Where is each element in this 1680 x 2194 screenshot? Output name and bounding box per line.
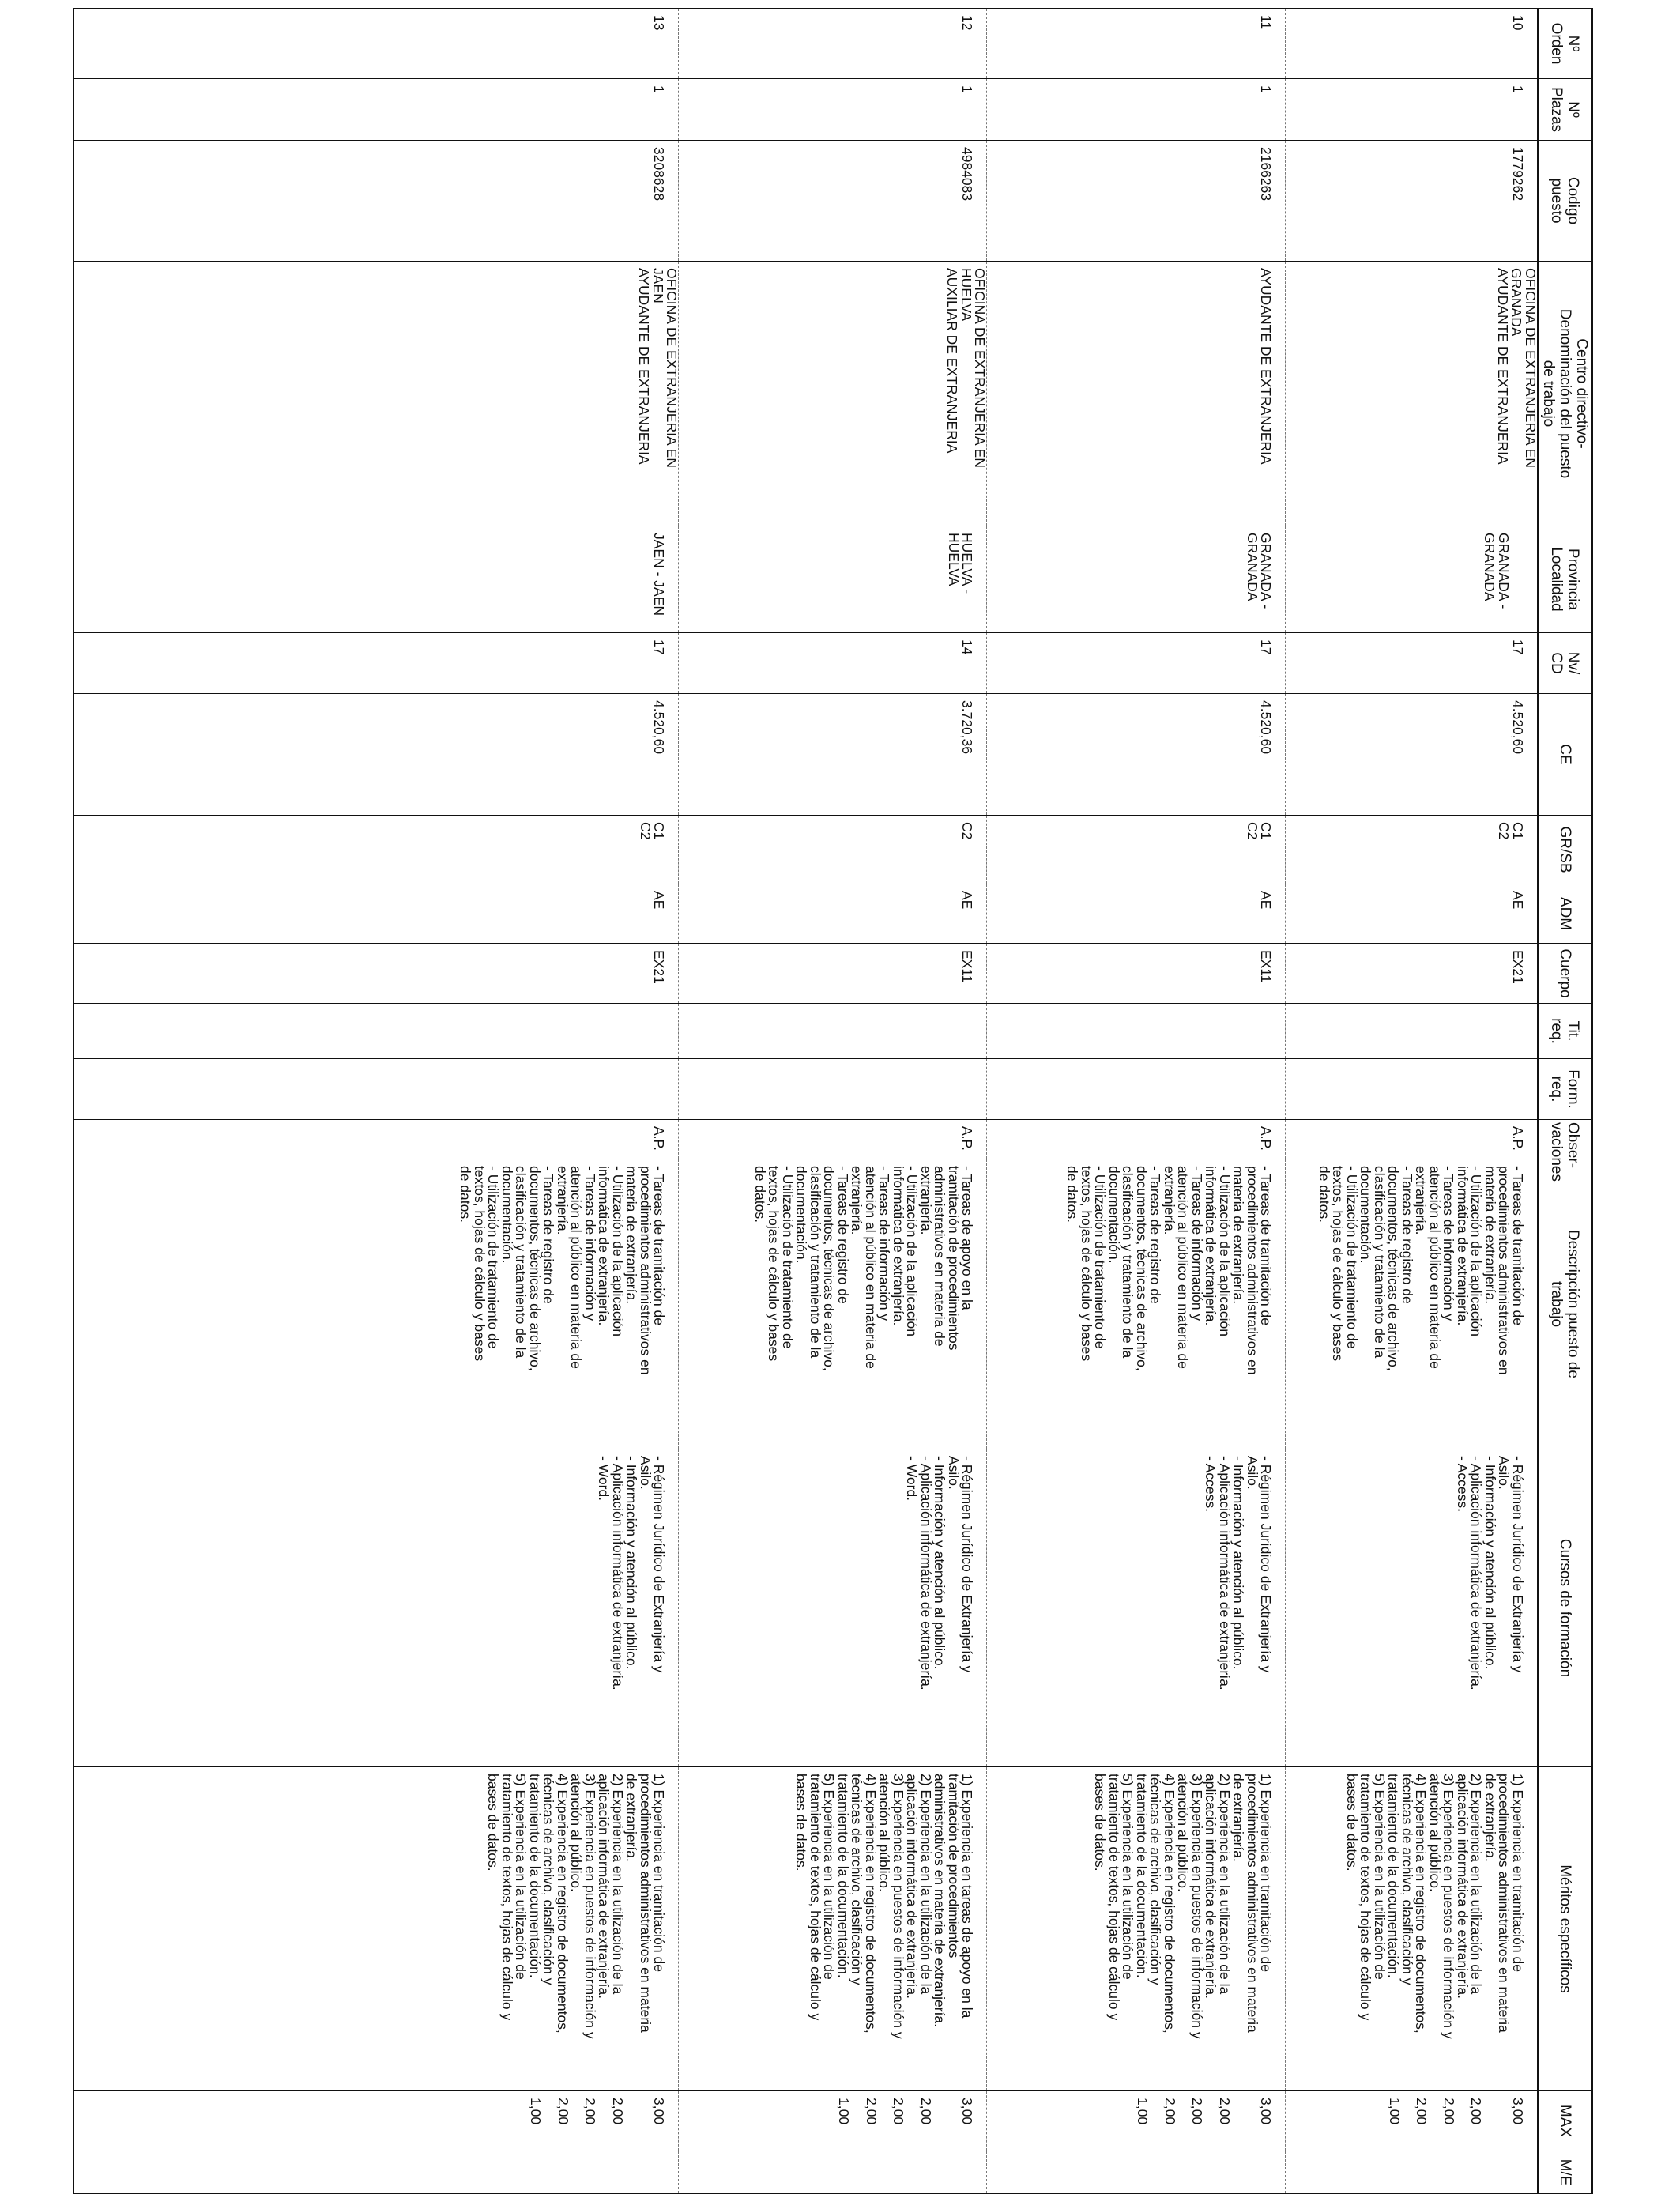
header-codigo: Codigo puesto [1538,141,1592,262]
centro-directivo: OFICINA DE EXTRANJERIA EN GRANADA [1509,268,1539,468]
cell-grsb: C1 C2 [1286,816,1538,884]
max-value: 2,00 [1441,2098,1457,2125]
max-value: 2,00 [1189,2098,1206,2125]
cell-cuerpo: EX11 [987,944,1286,1004]
cell-max [987,2091,1286,2151]
cell-adm: AE [987,884,1286,944]
cell-codigo: 2166263 [987,141,1286,262]
cell-nivel: 17 [987,633,1286,694]
cell-meritos: 1) Experiencia en tramitación de procedimientos administrativos en materia de extranjería. 2) Experiencia en la utilización de la aplicación informática de extranjería. 3) Experiencia en puestos de información y atención al público. 4) Experiencia en registro de documentos, técnicas de archivo, clasificación y tratamiento de la documentación. 5) Experiencia en la utilización de tratamiento de textos, hojas de cálculo y bases de datos. [73,1767,679,2091]
cell-provincia: HUELVA - HUELVA [679,526,987,633]
denominacion: AYUDANTE DE EXTRANJERIA [1495,268,1511,465]
denominacion: AYUDANTE DE EXTRANJERIA [1258,268,1275,465]
header-me: M/E [1538,2151,1592,2194]
header-centro: Centro directivo- Denominación del puesto de trabajo [1538,262,1592,526]
header-provincia: Provincia Localidad [1538,526,1592,633]
cell-cuerpo: EX21 [73,944,679,1004]
max-value: 1,00 [836,2098,853,2125]
max-value: 3,00 [1258,2098,1275,2125]
cell-form [73,1059,679,1120]
cell-adm: AE [73,884,679,944]
cell-meritos: 1) Experiencia en tareas de apoyo en la tramitación de procedimientos administrativos en materia de extranjería. 2) Experiencia en la utilización de la aplicación informática de extranjería. 3) Experiencia en puestos de información y atención al público. 4) Experiencia en registro de documentos, técnicas de archivo, clasificación y tratamiento de la documentación. 5) Experiencia en la utilización de tratamiento de textos, hojas de cálculo y bases de datos. [679,1767,987,2091]
cell-tit [679,1004,987,1059]
header-orden: Nº Orden [1538,9,1592,79]
header-nivel: Nv/ CD [1538,633,1592,694]
max-value: 2,00 [918,2098,934,2125]
cell-centro [987,262,1286,526]
header-adm: ADM [1538,884,1592,944]
header-row [1538,9,1592,2194]
cell-grsb: C1 C2 [987,816,1286,884]
header-cuerpo: Cuerpo [1538,944,1592,1004]
cell-me [73,2151,679,2194]
max-value: 2,00 [582,2098,599,2125]
header-meritos: Méritos específicos [1538,1767,1592,2091]
cell-codigo: 3208628 [73,141,679,262]
cell-cuerpo: EX21 [1286,944,1538,1004]
max-value: 2,00 [1414,2098,1430,2125]
cell-adm: AE [679,884,987,944]
job-positions-table [73,8,1593,2194]
cell-orden: 12 [679,9,987,79]
cell-max [679,2091,987,2151]
cell-centro [1286,262,1538,526]
cell-codigo: 4984083 [679,141,987,262]
max-value: 3,00 [959,2098,976,2125]
header-max: MAX [1538,2091,1592,2151]
cell-tit [987,1004,1286,1059]
cell-centro [679,262,987,526]
cell-observaciones: A.P. [73,1120,679,1159]
header-tit: Tit. req. [1538,1004,1592,1059]
cell-nivel: 14 [679,633,987,694]
denominacion: AYUDANTE DE EXTRANJERIA [636,268,653,465]
header-plazas: Nº Plazas [1538,79,1592,141]
cell-orden: 10 [1286,9,1538,79]
cell-ce: 3.720,36 [679,694,987,816]
cell-form [679,1059,987,1120]
cell-observaciones: A.P. [987,1120,1286,1159]
cell-meritos: 1) Experiencia en tramitación de procedimientos administrativos en materia de extranjería. 2) Experiencia en la utilización de la aplicación informática de extranjería. 3) Experiencia en puestos de información y atención al público. 4) Experiencia en registro de documentos, técnicas de archivo, clasificación y tratamiento de la documentación. 5) Experiencia en la utilización de tratamiento de textos, hojas de cálculo y bases de datos. [1286,1767,1538,2091]
cell-grsb: C1 C2 [73,816,679,884]
cell-descripcion: - Tareas de apoyo en la tramitación de procedimientos administrativos en materia de extranjería. - Utilización de la aplicación informática de extranjería. - Tareas de información y atención al público en materia de extranjería. - Tareas de registro de documentos, técnicas de archivo, clasificación y tratamiento de la documentación. - Utilización de tratamiento de textos, hojas de cálculo y bases de datos. [679,1159,987,1449]
cell-form [987,1059,1286,1120]
max-value: 3,00 [651,2098,668,2125]
table-row [73,9,679,2194]
cell-ce: 4.520,60 [987,694,1286,816]
max-value: 2,00 [1162,2098,1178,2125]
cell-cursos: - Régimen Jurídico de Extranjería y Asilo. - Información y atención al público. - Aplicación informática de extranjería. - Word. [73,1449,679,1767]
cell-observaciones: A.P. [1286,1120,1538,1159]
cell-max [1286,2091,1538,2151]
cell-cursos: - Régimen Jurídico de Extranjería y Asilo. - Información y atención al público. - Aplicación informática de extranjería. - Access. [1286,1449,1538,1767]
cell-me [987,2151,1286,2194]
header-descripcion: Descripción puesto de trabajo [1538,1159,1592,1449]
cell-plazas: 1 [73,79,679,141]
cell-nivel: 17 [73,633,679,694]
max-value: 3,00 [1510,2098,1526,2125]
centro-directivo: OFICINA DE EXTRANJERIA EN JAEN [650,268,680,468]
max-value: 2,00 [556,2098,571,2125]
cell-orden: 13 [73,9,679,79]
cell-adm: AE [1286,884,1538,944]
cell-form [1286,1059,1538,1120]
header-grsb: GR/SB [1538,816,1592,884]
denominacion: AUXILIAR DE EXTRANJERIA [944,268,961,454]
cell-orden: 11 [987,9,1286,79]
max-value: 2,00 [864,2098,880,2125]
cell-cursos: - Régimen Jurídico de Extranjería y Asilo. - Información y atención al público. - Aplicación informática de extranjería. - Access. [987,1449,1286,1767]
cell-me [1286,2151,1538,2194]
cell-centro [73,262,679,526]
header-observaciones: Obser- vaciones [1538,1120,1592,1159]
max-value: 1,00 [1135,2098,1151,2125]
cell-ce: 4.520,60 [1286,694,1538,816]
cell-provincia: GRANADA - GRANADA [987,526,1286,633]
table-row [679,9,987,2194]
max-value: 1,00 [1387,2098,1403,2125]
max-value: 2,00 [1217,2098,1233,2125]
header-form: Form. req. [1538,1059,1592,1120]
cell-ce: 4.520,60 [73,694,679,816]
header-cursos: Cursos de formación [1538,1449,1592,1767]
cell-descripcion: - Tareas de tramitación de procedimientos administrativos en materia de extranjería. - Utilización de la aplicación informática de extranjería. - Tareas de información y atención al público en materia de extranjería. - Tareas de registro de documentos, técnicas de archivo, clasificación y tratamiento de la documentación. - Utilización de tratamiento de textos, hojas de cálculo y bases de datos. [987,1159,1286,1449]
cell-descripcion: - Tareas de tramitación de procedimientos administrativos en materia de extranjería. - Utilización de la aplicación informática de extranjería. - Tareas de información y atención al público en materia de extranjería. - Tareas de registro de documentos, técnicas de archivo, clasificación y tratamiento de la documentación. - Utilización de tratamiento de textos, hojas de cálculo y bases de datos. [73,1159,679,1449]
table-row [987,9,1286,2194]
cell-provincia: JAEN - JAEN [73,526,679,633]
cell-grsb: C2 [679,816,987,884]
cell-tit [73,1004,679,1059]
max-value: 2,00 [891,2098,907,2125]
cell-tit [1286,1004,1538,1059]
centro-directivo: OFICINA DE EXTRANJERIA EN HUELVA [959,268,989,468]
cell-observaciones: A.P. [679,1120,987,1159]
cell-me [679,2151,987,2194]
cell-plazas: 1 [987,79,1286,141]
max-value: 1,00 [528,2098,544,2125]
table-row [1286,9,1538,2194]
cell-plazas: 1 [679,79,987,141]
max-value: 2,00 [610,2098,626,2125]
header-ce: CE [1538,694,1592,816]
cell-cuerpo: EX11 [679,944,987,1004]
cell-meritos: 1) Experiencia en tramitación de procedimientos administrativos en materia de extranjería. 2) Experiencia en la utilización de la aplicación informática de extranjería. 3) Experiencia en puestos de información y atención al público. 4) Experiencia en registro de documentos, técnicas de archivo, clasificación y tratamiento de la documentación. 5) Experiencia en la utilización de tratamiento de textos, hojas de cálculo y bases de datos. [987,1767,1286,2091]
max-value: 2,00 [1468,2098,1485,2125]
cell-provincia: GRANADA - GRANADA [1286,526,1538,633]
cell-cursos: - Régimen Jurídico de Extranjería y Asilo. - Información y atención al público. - Aplicación informática de extranjería. - Word. [679,1449,987,1767]
rotated-table-container [83,8,1593,2194]
cell-plazas: 1 [1286,79,1538,141]
cell-max [73,2091,679,2151]
cell-descripcion: - Tareas de tramitación de procedimientos administrativos en materia de extranjería. - Utilización de la aplicación informática de extranjería. - Tareas de información y atención al público en materia de extranjería. - Tareas de registro de documentos, técnicas de archivo, clasificación y tratamiento de la documentación. - Utilización de tratamiento de textos, hojas de cálculo y bases de datos. [1286,1159,1538,1449]
cell-nivel: 17 [1286,633,1538,694]
cell-codigo: 1779262 [1286,141,1538,262]
